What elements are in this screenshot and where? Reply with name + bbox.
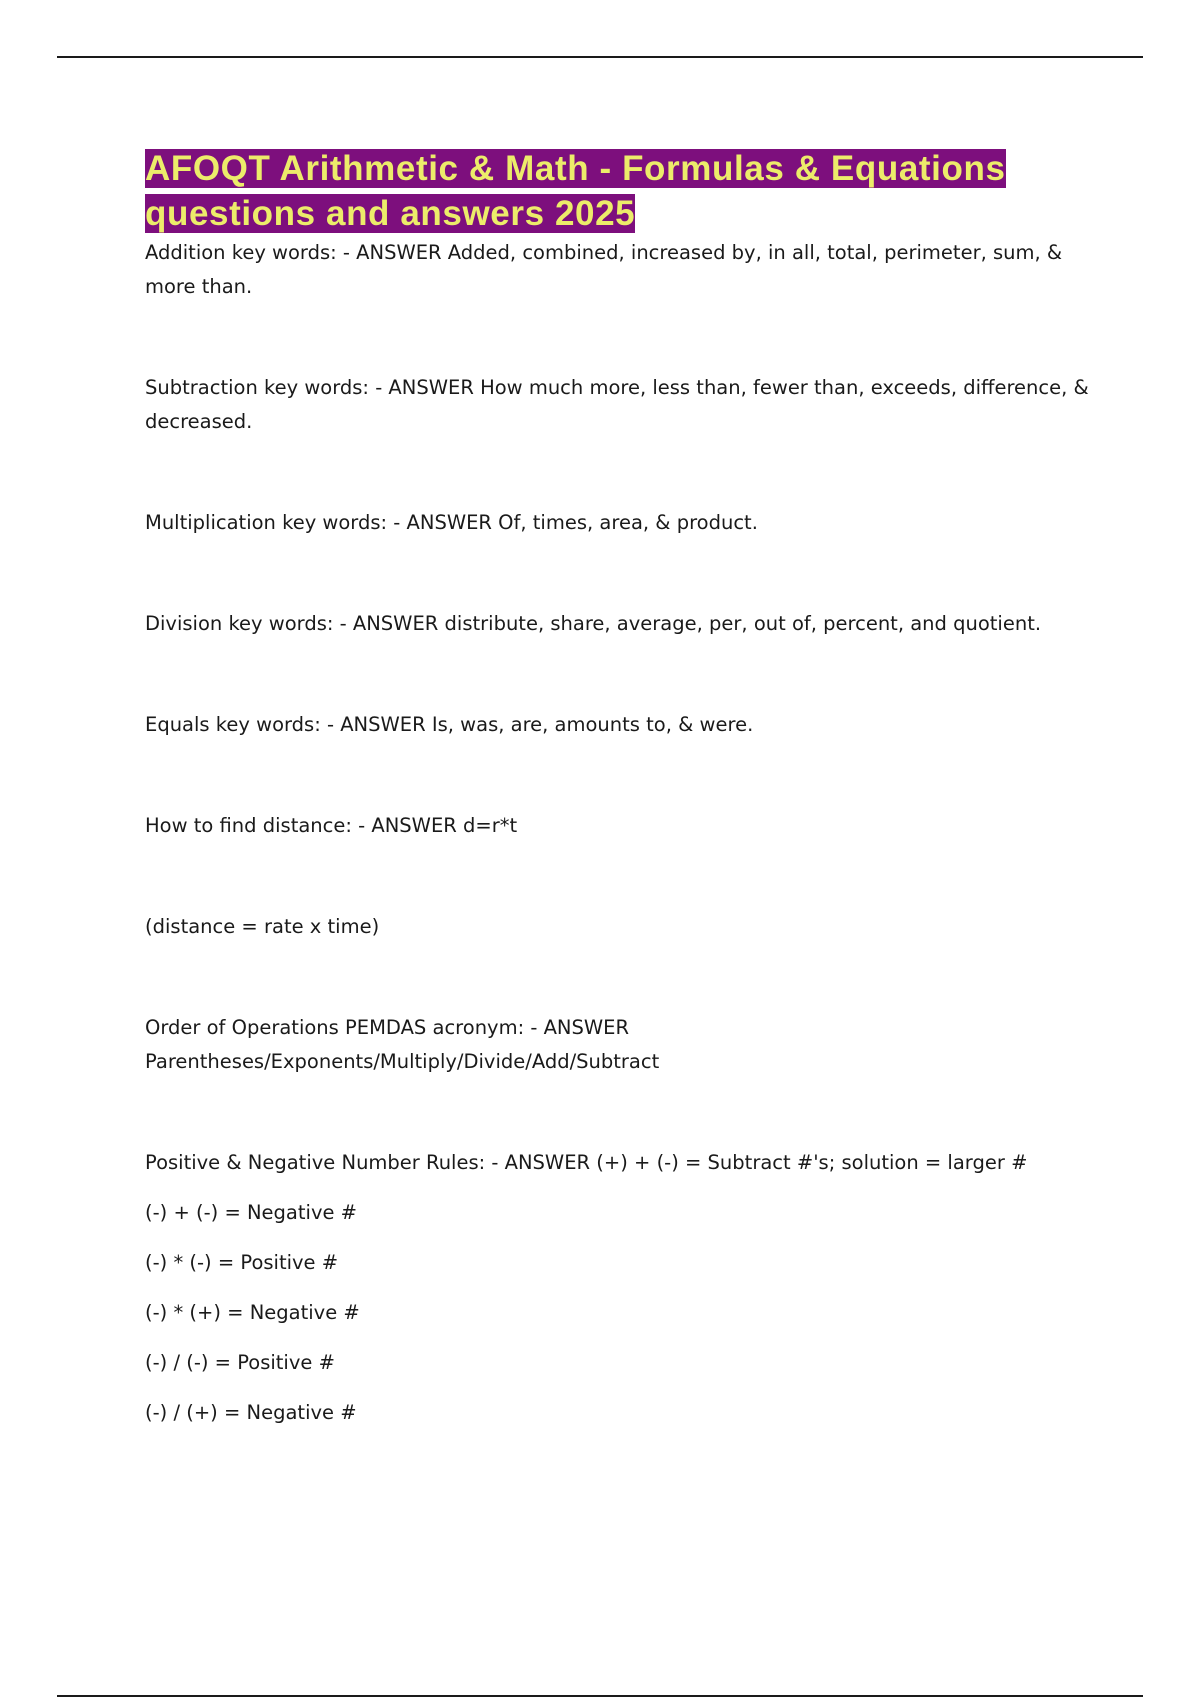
entry-multiplication: Multiplication key words: - ANSWER Of, times, area, & product. <box>145 511 758 534</box>
entry-sign-rules: Positive & Negative Number Rules: - ANSWER (+) + (-) = Subtract #'s; solution = larger # <box>145 1151 1028 1174</box>
entry-addition: Addition key words: - ANSWER Added, combined, increased by, in all, total, perimeter, sum, & more than. <box>145 241 1069 298</box>
entry-distance-formula: (distance = rate x time) <box>145 915 380 938</box>
sign-rule: (-) * (+) = Negative # <box>145 1301 360 1324</box>
sign-rule: (-) / (+) = Negative # <box>145 1401 357 1424</box>
sign-rule: (-) / (-) = Positive # <box>145 1351 335 1374</box>
document-body <box>145 146 1105 1430</box>
entry-division: Division key words: - ANSWER distribute, share, average, per, out of, percent, and quotient. <box>145 612 1042 635</box>
bottom-rule <box>57 1695 1143 1697</box>
sign-rule: (-) + (-) = Negative # <box>145 1201 358 1224</box>
entry-subtraction: Subtraction key words: - ANSWER How much more, less than, fewer than, exceeds, difference, & decreased. <box>145 376 1095 433</box>
entry-pemdas: Order of Operations PEMDAS acronym: - ANSWER Parentheses/Exponents/Multiply/Divide/Add/Subtract <box>145 1016 660 1073</box>
title-highlight: AFOQT Arithmetic & Math - Formulas & Equations questions and answers 2025 <box>145 149 1006 233</box>
entry-equals: Equals key words: - ANSWER Is, was, are, amounts to, & were. <box>145 713 754 736</box>
sign-rule: (-) * (-) = Positive # <box>145 1251 339 1274</box>
document-title <box>145 146 1105 236</box>
top-rule <box>57 56 1143 58</box>
entry-distance: How to find distance: - ANSWER d=r*t <box>145 814 518 837</box>
